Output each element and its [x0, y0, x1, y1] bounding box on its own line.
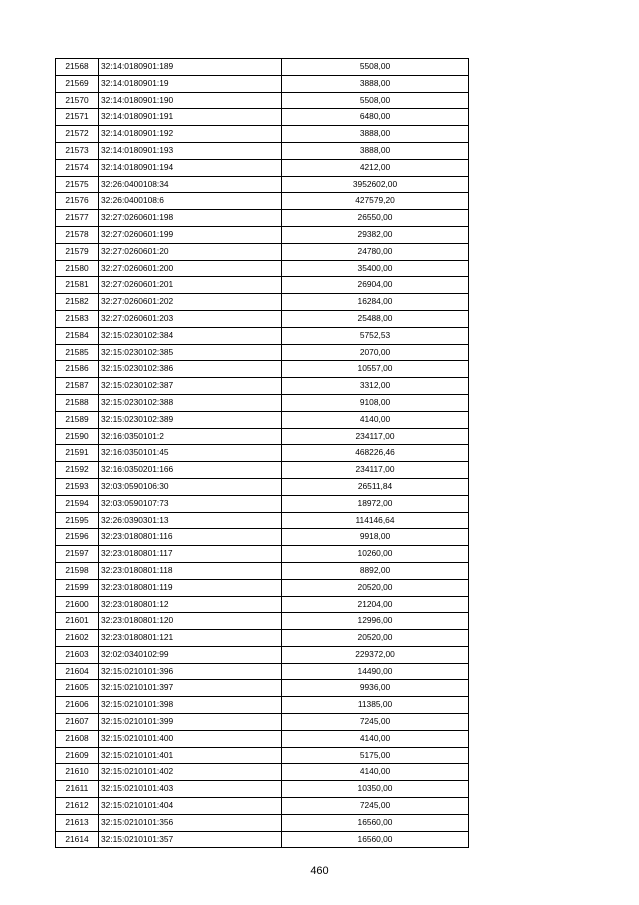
value-cell: 16560,00: [282, 814, 469, 831]
table-row: [56, 92, 469, 109]
row-number-cell: 21601: [56, 613, 99, 630]
value-cell: 26904,00: [282, 277, 469, 294]
value-cell: 9918,00: [282, 529, 469, 546]
cadastral-number-cell: 32:23:0180801:12: [99, 596, 282, 613]
cadastral-number-cell: 32:15:0230102:385: [99, 344, 282, 361]
row-number-cell: 21583: [56, 310, 99, 327]
value-cell: 25488,00: [282, 310, 469, 327]
value-cell: 11385,00: [282, 697, 469, 714]
value-cell: 16284,00: [282, 294, 469, 311]
cadastral-number-cell: 32:15:0210101:397: [99, 680, 282, 697]
row-number-cell: 21603: [56, 646, 99, 663]
row-number-cell: 21610: [56, 764, 99, 781]
cadastral-number-cell: 32:15:0210101:398: [99, 697, 282, 714]
cadastral-number-cell: 32:15:0210101:356: [99, 814, 282, 831]
table-row: [56, 277, 469, 294]
table-row: [56, 462, 469, 479]
cadastral-number-cell: 32:23:0180801:121: [99, 630, 282, 647]
row-number-cell: 21578: [56, 226, 99, 243]
row-number-cell: 21604: [56, 663, 99, 680]
table-row: [56, 814, 469, 831]
table-row: [56, 831, 469, 848]
value-cell: 3888,00: [282, 142, 469, 159]
cadastral-number-cell: 32:27:0260601:198: [99, 210, 282, 227]
row-number-cell: 21598: [56, 562, 99, 579]
row-number-cell: 21609: [56, 747, 99, 764]
value-cell: 4140,00: [282, 764, 469, 781]
value-cell: 20520,00: [282, 579, 469, 596]
table-row: [56, 378, 469, 395]
table-row: [56, 579, 469, 596]
value-cell: 5508,00: [282, 92, 469, 109]
cadastral-number-cell: 32:26:0400108:6: [99, 193, 282, 210]
row-number-cell: 21606: [56, 697, 99, 714]
cadastral-number-cell: 32:27:0260601:201: [99, 277, 282, 294]
cadastral-number-cell: 32:16:0350101:2: [99, 428, 282, 445]
table-row: [56, 529, 469, 546]
table-row: [56, 798, 469, 815]
row-number-cell: 21584: [56, 327, 99, 344]
cadastral-number-cell: 32:27:0260601:199: [99, 226, 282, 243]
data-table: [55, 58, 469, 848]
cadastral-number-cell: 32:27:0260601:202: [99, 294, 282, 311]
cadastral-number-cell: 32:03:0590107:73: [99, 495, 282, 512]
row-number-cell: 21587: [56, 378, 99, 395]
table-row: [56, 680, 469, 697]
cadastral-number-cell: 32:27:0260601:200: [99, 260, 282, 277]
row-number-cell: 21574: [56, 159, 99, 176]
value-cell: 5175,00: [282, 747, 469, 764]
cadastral-number-cell: 32:15:0210101:401: [99, 747, 282, 764]
table-row: [56, 126, 469, 143]
row-number-cell: 21590: [56, 428, 99, 445]
value-cell: 5508,00: [282, 59, 469, 76]
cadastral-number-cell: 32:15:0230102:389: [99, 411, 282, 428]
row-number-cell: 21599: [56, 579, 99, 596]
table-row: [56, 596, 469, 613]
value-cell: 4140,00: [282, 411, 469, 428]
value-cell: 26511,84: [282, 478, 469, 495]
page-number: 460: [310, 865, 329, 877]
table-row: [56, 764, 469, 781]
row-number-cell: 21573: [56, 142, 99, 159]
cadastral-number-cell: 32:27:0260601:20: [99, 243, 282, 260]
table-row: [56, 226, 469, 243]
value-cell: 234117,00: [282, 462, 469, 479]
table-row: [56, 294, 469, 311]
table-row: [56, 781, 469, 798]
value-cell: 229372,00: [282, 646, 469, 663]
cadastral-number-cell: 32:15:0230102:387: [99, 378, 282, 395]
cadastral-number-cell: 32:14:0180901:189: [99, 59, 282, 76]
value-cell: 9936,00: [282, 680, 469, 697]
table-body: [56, 59, 469, 848]
row-number-cell: 21591: [56, 445, 99, 462]
table-row: [56, 394, 469, 411]
cadastral-number-cell: 32:23:0180801:119: [99, 579, 282, 596]
value-cell: 10557,00: [282, 361, 469, 378]
table-row: [56, 59, 469, 76]
cadastral-number-cell: 32:15:0210101:396: [99, 663, 282, 680]
row-number-cell: 21600: [56, 596, 99, 613]
cadastral-number-cell: 32:26:0390301:13: [99, 512, 282, 529]
table-row: [56, 697, 469, 714]
table-row: [56, 747, 469, 764]
cadastral-number-cell: 32:16:0350101:45: [99, 445, 282, 462]
value-cell: 21204,00: [282, 596, 469, 613]
row-number-cell: 21614: [56, 831, 99, 848]
cadastral-number-cell: 32:14:0180901:191: [99, 109, 282, 126]
row-number-cell: 21597: [56, 546, 99, 563]
row-number-cell: 21568: [56, 59, 99, 76]
value-cell: 3312,00: [282, 378, 469, 395]
row-number-cell: 21581: [56, 277, 99, 294]
table-row: [56, 445, 469, 462]
row-number-cell: 21596: [56, 529, 99, 546]
cadastral-number-cell: 32:14:0180901:190: [99, 92, 282, 109]
table-row: [56, 176, 469, 193]
row-number-cell: 21602: [56, 630, 99, 647]
value-cell: 8892,00: [282, 562, 469, 579]
cadastral-number-cell: 32:23:0180801:118: [99, 562, 282, 579]
value-cell: 35400,00: [282, 260, 469, 277]
table-row: [56, 512, 469, 529]
cadastral-number-cell: 32:15:0210101:402: [99, 764, 282, 781]
row-number-cell: 21582: [56, 294, 99, 311]
cadastral-number-cell: 32:14:0180901:193: [99, 142, 282, 159]
cadastral-number-cell: 32:03:0590106:30: [99, 478, 282, 495]
cadastral-number-cell: 32:14:0180901:194: [99, 159, 282, 176]
row-number-cell: 21612: [56, 798, 99, 815]
cadastral-number-cell: 32:02:0340102:99: [99, 646, 282, 663]
value-cell: 114146,64: [282, 512, 469, 529]
value-cell: 7245,00: [282, 798, 469, 815]
table-row: [56, 327, 469, 344]
cadastral-number-cell: 32:23:0180801:117: [99, 546, 282, 563]
cadastral-number-cell: 32:15:0210101:399: [99, 714, 282, 731]
value-cell: 4140,00: [282, 730, 469, 747]
value-cell: 10260,00: [282, 546, 469, 563]
value-cell: 20520,00: [282, 630, 469, 647]
cadastral-number-cell: 32:23:0180801:120: [99, 613, 282, 630]
cadastral-number-cell: 32:15:0230102:384: [99, 327, 282, 344]
value-cell: 3888,00: [282, 75, 469, 92]
value-cell: 2070,00: [282, 344, 469, 361]
table-row: [56, 210, 469, 227]
value-cell: 14490,00: [282, 663, 469, 680]
row-number-cell: 21571: [56, 109, 99, 126]
value-cell: 3888,00: [282, 126, 469, 143]
cadastral-number-cell: 32:15:0230102:388: [99, 394, 282, 411]
value-cell: 5752,53: [282, 327, 469, 344]
row-number-cell: 21588: [56, 394, 99, 411]
table-row: [56, 193, 469, 210]
value-cell: 3952602,00: [282, 176, 469, 193]
value-cell: 4212,00: [282, 159, 469, 176]
row-number-cell: 21608: [56, 730, 99, 747]
value-cell: 6480,00: [282, 109, 469, 126]
table-row: [56, 361, 469, 378]
cadastral-number-cell: 32:15:0210101:403: [99, 781, 282, 798]
table-row: [56, 613, 469, 630]
row-number-cell: 21589: [56, 411, 99, 428]
row-number-cell: 21593: [56, 478, 99, 495]
row-number-cell: 21577: [56, 210, 99, 227]
cadastral-number-cell: 32:15:0230102:386: [99, 361, 282, 378]
row-number-cell: 21594: [56, 495, 99, 512]
cadastral-number-cell: 32:23:0180801:116: [99, 529, 282, 546]
cadastral-number-cell: 32:15:0210101:400: [99, 730, 282, 747]
row-number-cell: 21611: [56, 781, 99, 798]
value-cell: 10350,00: [282, 781, 469, 798]
table-row: [56, 663, 469, 680]
row-number-cell: 21579: [56, 243, 99, 260]
cadastral-number-cell: 32:26:0400108:34: [99, 176, 282, 193]
row-number-cell: 21575: [56, 176, 99, 193]
table-row: [56, 344, 469, 361]
table-row: [56, 159, 469, 176]
value-cell: 234117,00: [282, 428, 469, 445]
row-number-cell: 21585: [56, 344, 99, 361]
row-number-cell: 21586: [56, 361, 99, 378]
table-row: [56, 546, 469, 563]
row-number-cell: 21569: [56, 75, 99, 92]
table-row: [56, 714, 469, 731]
value-cell: 468226,46: [282, 445, 469, 462]
table-row: [56, 478, 469, 495]
cadastral-number-cell: 32:27:0260601:203: [99, 310, 282, 327]
table-row: [56, 411, 469, 428]
table-row: [56, 310, 469, 327]
table-row: [56, 428, 469, 445]
value-cell: 16560,00: [282, 831, 469, 848]
cadastral-number-cell: 32:15:0210101:404: [99, 798, 282, 815]
cadastral-number-cell: 32:16:0350201:166: [99, 462, 282, 479]
table-row: [56, 142, 469, 159]
value-cell: 9108,00: [282, 394, 469, 411]
table-row: [56, 260, 469, 277]
row-number-cell: 21613: [56, 814, 99, 831]
value-cell: 26550,00: [282, 210, 469, 227]
table-row: [56, 630, 469, 647]
row-number-cell: 21580: [56, 260, 99, 277]
cadastral-number-cell: 32:15:0210101:357: [99, 831, 282, 848]
table-row: [56, 562, 469, 579]
value-cell: 24780,00: [282, 243, 469, 260]
table-row: [56, 495, 469, 512]
cadastral-number-cell: 32:14:0180901:192: [99, 126, 282, 143]
row-number-cell: 21607: [56, 714, 99, 731]
row-number-cell: 21576: [56, 193, 99, 210]
table-row: [56, 243, 469, 260]
value-cell: 7245,00: [282, 714, 469, 731]
cadastral-number-cell: 32:14:0180901:19: [99, 75, 282, 92]
table-row: [56, 75, 469, 92]
row-number-cell: 21570: [56, 92, 99, 109]
value-cell: 18972,00: [282, 495, 469, 512]
table-row: [56, 646, 469, 663]
value-cell: 12996,00: [282, 613, 469, 630]
row-number-cell: 21572: [56, 126, 99, 143]
row-number-cell: 21605: [56, 680, 99, 697]
value-cell: 29382,00: [282, 226, 469, 243]
row-number-cell: 21595: [56, 512, 99, 529]
table-row: [56, 109, 469, 126]
table-row: [56, 730, 469, 747]
row-number-cell: 21592: [56, 462, 99, 479]
value-cell: 427579,20: [282, 193, 469, 210]
